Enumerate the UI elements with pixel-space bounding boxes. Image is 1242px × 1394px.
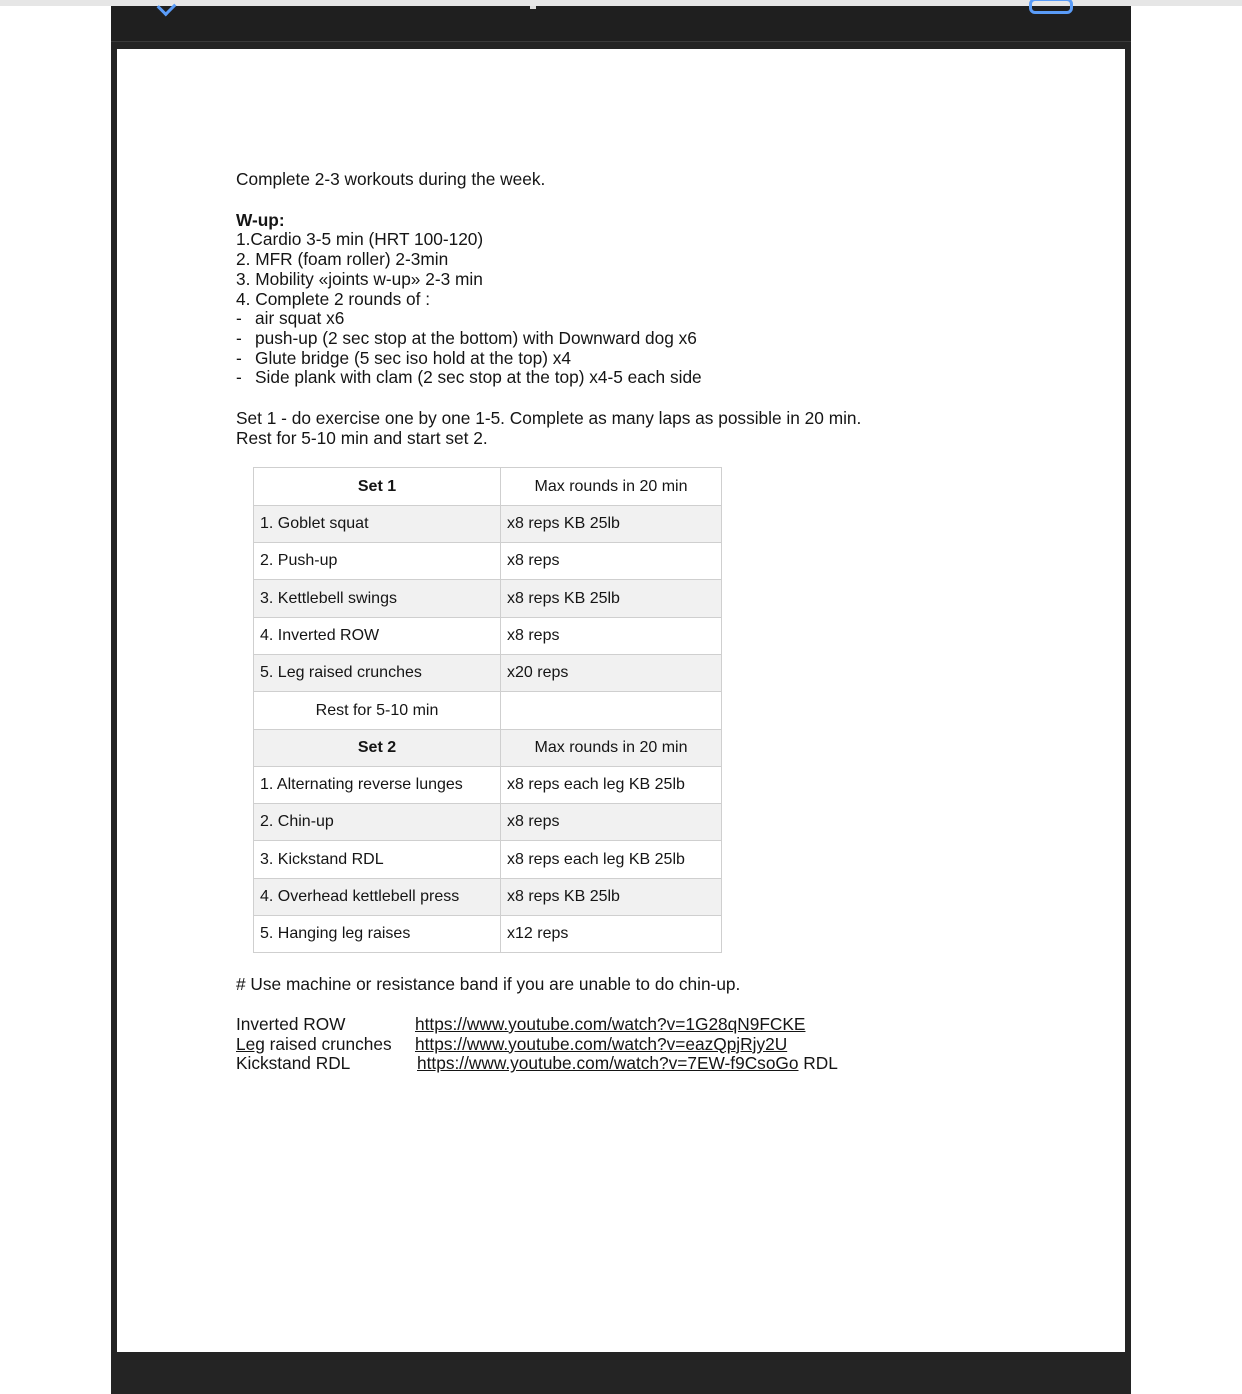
table-row bbox=[254, 841, 722, 878]
link-label: Inverted ROW bbox=[236, 1014, 346, 1034]
toolbar-title-fragment bbox=[530, 6, 536, 9]
reps-cell: x8 reps bbox=[501, 617, 722, 654]
link-label: Kickstand RDL bbox=[236, 1053, 351, 1074]
set1-goal: Max rounds in 20 min bbox=[501, 468, 722, 505]
reps-cell: x8 reps each leg KB 25lb bbox=[501, 841, 722, 878]
table-row bbox=[254, 916, 722, 953]
back-chevron-icon[interactable] bbox=[157, 0, 177, 16]
link-row bbox=[236, 1015, 861, 1035]
rest-cell: Rest for 5-10 min bbox=[254, 692, 501, 729]
exercise-cell: 1. Alternating reverse lunges bbox=[254, 766, 501, 803]
reps-cell: x12 reps bbox=[501, 916, 722, 953]
intro-text: Complete 2-3 workouts during the week. bbox=[236, 169, 546, 189]
video-link[interactable]: https://www.youtube.com/watch?v=7EW-f9CsoGo bbox=[417, 1053, 799, 1074]
table-row bbox=[254, 804, 722, 841]
table-row bbox=[254, 505, 722, 542]
exercise-cell: 5. Hanging leg raises bbox=[254, 916, 501, 953]
table-row bbox=[254, 878, 722, 915]
link-suffix: RDL bbox=[798, 1053, 838, 1074]
exercise-cell: 2. Chin-up bbox=[254, 804, 501, 841]
set-instructions: Set 1 - do exercise one by one 1-5. Complete as many laps as possible in 20 min. bbox=[236, 408, 862, 429]
set2-header: Set 2 bbox=[254, 729, 501, 766]
reps-cell: x20 reps bbox=[501, 654, 722, 691]
exercise-cell: 5. Leg raised crunches bbox=[254, 654, 501, 691]
document-viewer bbox=[111, 6, 1131, 1394]
document-page bbox=[117, 49, 1125, 1352]
reps-cell: x8 reps bbox=[501, 543, 722, 580]
table-row bbox=[254, 580, 722, 617]
share-icon[interactable] bbox=[1029, 0, 1073, 14]
set-rest-instructions: Rest for 5-10 min and start set 2. bbox=[236, 427, 488, 448]
warmup-step: 2. MFR (foam roller) 2-3min bbox=[236, 249, 449, 270]
warmup-step: 1.Cardio 3-5 min (HRT 100-120) bbox=[236, 229, 484, 250]
round-item: - Side plank with clam (2 sec stop at the top) x4-5 each side bbox=[236, 367, 702, 388]
reps-cell: x8 reps bbox=[501, 804, 722, 841]
warmup-step: 3. Mobility «joints w-up» 2-3 min bbox=[236, 268, 483, 289]
exercise-cell: 3. Kickstand RDL bbox=[254, 841, 501, 878]
warmup-title: W-up: bbox=[236, 209, 285, 230]
reps-cell: x8 reps KB 25lb bbox=[501, 580, 722, 617]
document-body bbox=[236, 170, 861, 1074]
set1-header: Set 1 bbox=[254, 468, 501, 505]
viewer-toolbar bbox=[111, 6, 1131, 42]
table-row bbox=[254, 617, 722, 654]
exercise-cell: 4. Inverted ROW bbox=[254, 617, 501, 654]
exercise-cell: 2. Push-up bbox=[254, 543, 501, 580]
set2-goal: Max rounds in 20 min bbox=[501, 729, 722, 766]
link-label: Leg raised crunches bbox=[236, 1033, 392, 1054]
table-row bbox=[254, 654, 722, 691]
reps-cell: x8 reps KB 25lb bbox=[501, 878, 722, 915]
exercise-cell: 3. Kettlebell swings bbox=[254, 580, 501, 617]
empty-cell bbox=[501, 692, 722, 729]
table-row bbox=[254, 543, 722, 580]
video-link[interactable]: https://www.youtube.com/watch?v=1G28qN9FCKE bbox=[415, 1014, 806, 1034]
table-row bbox=[254, 766, 722, 803]
round-item: - push-up (2 sec stop at the bottom) with Downward dog x6 bbox=[236, 327, 697, 348]
link-row bbox=[236, 1035, 861, 1055]
reps-cell: x8 reps each leg KB 25lb bbox=[501, 766, 722, 803]
video-link[interactable]: https://www.youtube.com/watch?v=eazQpjRjy2U bbox=[415, 1033, 788, 1054]
round-item: - air squat x6 bbox=[236, 308, 345, 329]
exercise-cell: 1. Goblet squat bbox=[254, 505, 501, 542]
footnote: # Use machine or resistance band if you are unable to do chin-up. bbox=[236, 974, 741, 995]
table-row bbox=[254, 468, 722, 505]
link-row bbox=[236, 1054, 861, 1074]
table-row bbox=[254, 729, 722, 766]
round-item: - Glute bridge (5 sec iso hold at the top) x4 bbox=[236, 347, 572, 368]
table-row bbox=[254, 692, 722, 729]
workout-table bbox=[253, 467, 722, 953]
reps-cell: x8 reps KB 25lb bbox=[501, 505, 722, 542]
warmup-step: 4. Complete 2 rounds of : bbox=[236, 288, 431, 309]
exercise-cell: 4. Overhead kettlebell press bbox=[254, 878, 501, 915]
video-links bbox=[236, 1015, 861, 1074]
